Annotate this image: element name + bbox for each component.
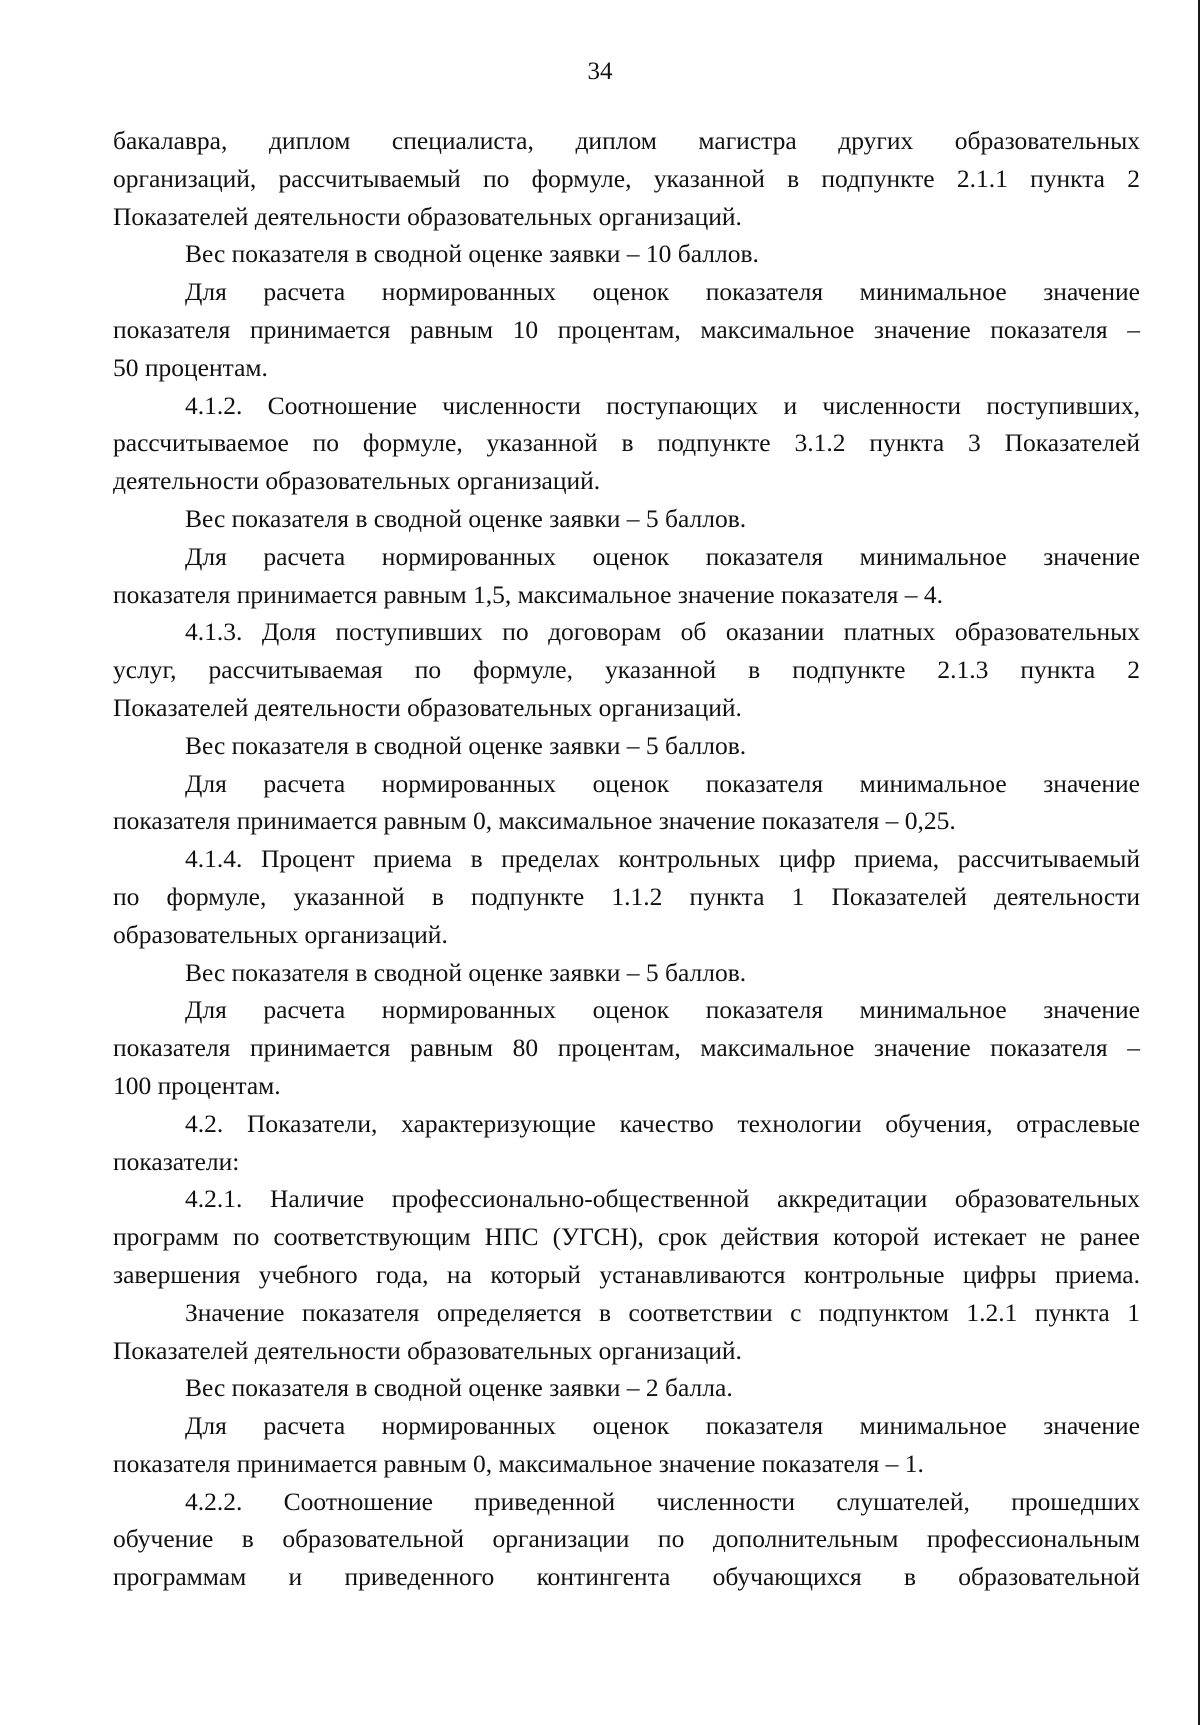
text-line: показатели: [113, 1146, 240, 1176]
text-line: обучение в образовательной организации по дополнительным профессиональным [113, 1524, 1140, 1554]
text-line: показателя принимается равным 0, максимальное значение показателя – 1. [113, 1448, 924, 1478]
text-line: Показателей деятельности образовательных организаций. [113, 692, 742, 722]
text-line: Для расчета нормированных оценок показателя минимальное значение [185, 541, 1140, 571]
text-line: завершения учебного года, на который устанавливаются контрольные цифры приема. [113, 1259, 1140, 1289]
text-line: организаций, рассчитываемый по формуле, указанной в подпункте 2.1.1 пункта 2 [113, 163, 1140, 193]
text-line: 100 процентам. [113, 1070, 281, 1100]
document-body [113, 122, 1140, 1596]
text-line: Вес показателя в сводной оценке заявки – 5 баллов. [185, 503, 747, 533]
text-line: деятельности образовательных организаций. [113, 466, 601, 496]
text-line: показателя принимается равным 10 процентам, максимальное значение показателя – [113, 314, 1140, 344]
text-line: показателя принимается равным 0, максимальное значение показателя – 0,25. [113, 806, 956, 836]
text-line: показателя принимается равным 1,5, максимальное значение показателя – 4. [113, 579, 943, 609]
text-line: Вес показателя в сводной оценке заявки – 10 баллов. [185, 239, 759, 269]
text-line: Вес показателя в сводной оценке заявки – 5 баллов. [185, 730, 747, 760]
text-line: Для расчета нормированных оценок показателя минимальное значение [185, 277, 1140, 307]
text-line: 4.2. Показатели, характеризующие качество технологии обучения, отраслевые [185, 1108, 1140, 1138]
text-line: 4.1.4. Процент приема в пределах контрольных цифр приема, рассчитываемый [185, 844, 1140, 874]
text-line: Показателей деятельности образовательных организаций. [113, 1335, 742, 1365]
text-line: программам и приведенного контингента обучающихся в образовательной [113, 1562, 1140, 1592]
text-line: Вес показателя в сводной оценке заявки – 2 балла. [185, 1373, 733, 1403]
text-line: 4.1.3. Доля поступивших по договорам об оказании платных образовательных [185, 617, 1140, 647]
text-line: Для расчета нормированных оценок показателя минимальное значение [185, 768, 1140, 798]
text-line: 4.2.1. Наличие профессионально-общественной аккредитации образовательных [185, 1184, 1140, 1214]
text-line: рассчитываемое по формуле, указанной в подпункте 3.1.2 пункта 3 Показателей [113, 428, 1140, 458]
text-line: 4.2.2. Соотношение приведенной численности слушателей, прошедших [185, 1486, 1140, 1516]
text-line: Для расчета нормированных оценок показателя минимальное значение [185, 1411, 1140, 1441]
text-line: услуг, рассчитываемая по формуле, указанной в подпункте 2.1.3 пункта 2 [113, 655, 1140, 685]
text-line: показателя принимается равным 80 процентам, максимальное значение показателя – [113, 1033, 1140, 1063]
text-line: Значение показателя определяется в соответствии с подпунктом 1.2.1 пункта 1 [185, 1297, 1140, 1327]
text-line: по формуле, указанной в подпункте 1.1.2 пункта 1 Показателей деятельности [113, 881, 1140, 911]
text-line: образовательных организаций. [113, 919, 448, 949]
text-line: программ по соответствующим НПС (УГСН), срок действия которой истекает не ранее [113, 1222, 1140, 1252]
text-line: Показателей деятельности образовательных организаций. [113, 201, 742, 231]
text-line: 4.1.2. Соотношение численности поступающих и численности поступивших, [185, 390, 1140, 420]
text-line: Для расчета нормированных оценок показателя минимальное значение [185, 995, 1140, 1025]
text-line: бакалавра, диплом специалиста, диплом магистра других образовательных [113, 126, 1140, 155]
text-line: 50 процентам. [113, 352, 268, 382]
page-number: 34 [587, 58, 613, 85]
text-line: Вес показателя в сводной оценке заявки – 5 баллов. [185, 957, 747, 987]
